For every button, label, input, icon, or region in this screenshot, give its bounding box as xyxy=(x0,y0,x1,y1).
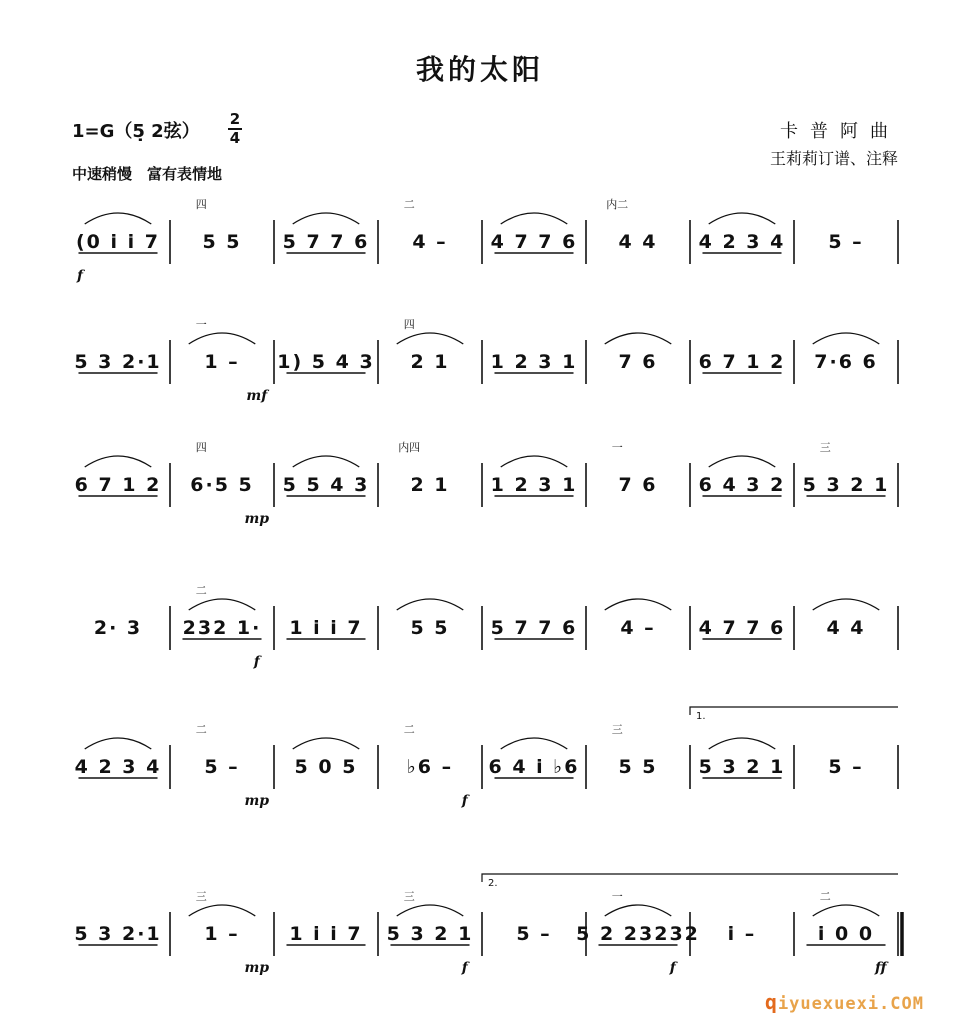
measure-notes: 6 7 1 2 xyxy=(74,474,162,496)
measure-notes: 5 – xyxy=(828,231,864,253)
slur xyxy=(85,213,152,224)
measure-notes: 2 1 xyxy=(410,474,450,496)
slur xyxy=(85,456,152,467)
measure-notes: 7 6 xyxy=(618,351,658,373)
page-title: 我的太阳 xyxy=(415,53,544,86)
fingering-mark: 一 xyxy=(611,890,623,903)
slur xyxy=(709,738,776,749)
measure-notes: 4 2 3 4 xyxy=(698,231,786,253)
fingering-mark: 三 xyxy=(819,441,831,454)
measure-notes: 5 3 2 1 xyxy=(802,474,890,496)
measure-notes: 6 4 i ♭6 xyxy=(488,756,580,778)
measure-notes: 4 7 7 6 xyxy=(698,617,786,639)
measure-notes: 1 i i 7 xyxy=(289,923,363,945)
slur xyxy=(605,333,672,344)
arranger: 王莉莉订谱、注释 xyxy=(769,149,898,168)
slur xyxy=(397,905,464,916)
fingering-mark: 二 xyxy=(195,723,207,736)
measure-notes: 2· 3 xyxy=(93,617,143,639)
measure-notes: 6 4 3 2 xyxy=(698,474,786,496)
slur xyxy=(501,213,568,224)
dynamic-marking: f xyxy=(461,960,468,976)
slur xyxy=(85,738,152,749)
slur xyxy=(293,213,360,224)
measure-notes: 5 7 7 6 xyxy=(282,231,370,253)
key-signature: 1=G（5̣ 2弦） xyxy=(72,121,200,142)
measure-notes: 4 4 xyxy=(618,231,658,253)
slur xyxy=(397,599,464,610)
measure-notes: 5 5 xyxy=(618,756,658,778)
measure-notes: i – xyxy=(727,923,757,945)
measure-notes: 1 – xyxy=(204,923,240,945)
measure-notes: 5 5 4 3 xyxy=(282,474,370,496)
dynamic-marking: mf xyxy=(246,388,268,404)
dynamic-marking: mp xyxy=(244,960,270,976)
slur xyxy=(605,599,672,610)
measure-notes: 7 6 xyxy=(618,474,658,496)
volta-number: 2. xyxy=(488,878,498,889)
measure-notes: 4 7 7 6 xyxy=(490,231,578,253)
slur xyxy=(813,333,880,344)
slur xyxy=(709,456,776,467)
composer: 卡普阿曲 xyxy=(780,121,900,142)
slur xyxy=(293,738,360,749)
volta-bracket xyxy=(482,874,898,882)
measure-notes: 6·5 5 xyxy=(190,474,254,496)
measure-notes: (0 i i 7 xyxy=(76,231,160,253)
measure-notes: 7·6 6 xyxy=(814,351,878,373)
measure-notes: 4 – xyxy=(620,617,656,639)
measure-notes: 5 0 5 xyxy=(294,756,358,778)
measure-notes: 5 – xyxy=(516,923,552,945)
slur xyxy=(397,333,464,344)
slur xyxy=(709,213,776,224)
measure-notes: ♭6 – xyxy=(406,756,454,778)
measure-notes: 1 2 3 1 xyxy=(490,474,578,496)
measure-notes: 5 – xyxy=(204,756,240,778)
fingering-mark: 内二 xyxy=(606,198,629,211)
measure-notes: 1) 5 4 3 xyxy=(277,351,375,373)
dynamic-marking: mp xyxy=(244,793,270,809)
dynamic-marking: f xyxy=(76,268,84,284)
slur xyxy=(813,599,880,610)
fingering-mark: 二 xyxy=(195,584,207,597)
dynamic-marking: ff xyxy=(875,960,887,976)
site-watermark: qiyuexuexi.COM xyxy=(764,990,924,1014)
fingering-mark: 四 xyxy=(195,198,207,211)
slur xyxy=(605,905,672,916)
slur xyxy=(293,456,360,467)
fingering-mark: 四 xyxy=(403,318,415,331)
measure-notes: 5 3 2·1 xyxy=(74,351,162,373)
slur xyxy=(501,738,568,749)
slur xyxy=(189,333,256,344)
measure-notes: 4 4 xyxy=(826,617,866,639)
dynamic-marking: f xyxy=(461,793,468,809)
volta-bracket xyxy=(690,707,898,715)
measure-notes: 4 – xyxy=(412,231,448,253)
measure-notes: 4 2 3 4 xyxy=(74,756,162,778)
volta-number: 1. xyxy=(696,711,706,722)
fingering-mark: 二 xyxy=(403,198,415,211)
measure-notes: 5 5 xyxy=(202,231,242,253)
measure-notes: 5 3 2 1 xyxy=(698,756,786,778)
dynamic-marking: f xyxy=(669,960,676,976)
fingering-mark: 内四 xyxy=(398,441,421,454)
tempo-marking: 中速稍慢 富有表情地 xyxy=(72,165,223,183)
measure-notes: 5 2 23232 xyxy=(576,923,700,945)
fingering-mark: 三 xyxy=(611,723,623,736)
measure-notes: 1 2 3 1 xyxy=(490,351,578,373)
fingering-mark: 一 xyxy=(195,318,207,331)
fingering-mark: 二 xyxy=(819,890,831,903)
time-signature-top: 2 xyxy=(229,110,241,128)
slur xyxy=(189,599,256,610)
dynamic-marking: mp xyxy=(244,511,270,527)
fingering-mark: 一 xyxy=(611,441,623,454)
measure-notes: 232 1· xyxy=(182,617,262,639)
fingering-mark: 四 xyxy=(195,441,207,454)
measure-notes: 5 3 2 1 xyxy=(386,923,474,945)
slur xyxy=(813,905,880,916)
fingering-mark: 三 xyxy=(403,890,415,903)
measure-notes: 1 i i 7 xyxy=(289,617,363,639)
fingering-mark: 二 xyxy=(403,723,415,736)
dynamic-marking: f xyxy=(253,654,260,670)
fingering-mark: 三 xyxy=(195,890,207,903)
measure-notes: i 0 0 xyxy=(817,923,875,945)
measure-notes: 5 7 7 6 xyxy=(490,617,578,639)
measure-notes: 5 – xyxy=(828,756,864,778)
measure-notes: 1 – xyxy=(204,351,240,373)
measure-notes: 6 7 1 2 xyxy=(698,351,786,373)
slur xyxy=(501,456,568,467)
slur xyxy=(189,905,256,916)
measure-notes: 5 5 xyxy=(410,617,450,639)
time-signature-bottom: 4 xyxy=(229,129,241,147)
measure-notes: 5 3 2·1 xyxy=(74,923,162,945)
measure-notes: 2 1 xyxy=(410,351,450,373)
